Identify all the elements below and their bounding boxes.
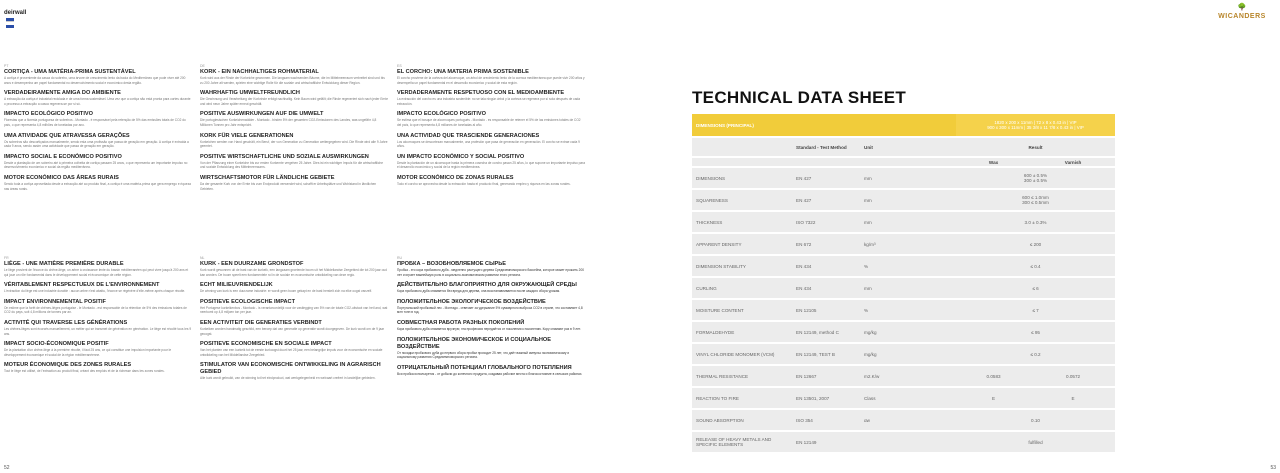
result-line: 600 ± 0.5% <box>1023 173 1048 178</box>
section-heading: ПОЛОЖИТЕЛЬНОЕ ЭКОНОМИЧЕСКОЕ И СОЦИАЛЬНОЕ ВОЗДЕЙСТВИЕ <box>397 336 551 350</box>
section-heading: ДЕЙСТВИТЕЛЬНО БЛАГОПРИЯТНО ДЛЯ ОКРУЖАЮЩЕЙ СРЕДЫ <box>397 282 577 289</box>
section-heading: IMPACT SOCIO-ÉCONOMIQUE POSITIF <box>4 341 109 348</box>
property-cell: REACTION TO FIRE <box>692 388 792 408</box>
section-paragraph: Se estima que el bosque de alcornoques portugués - Montado - es responsable de retener el 5% de las emisiones totales de CO2 del país, lo que representa 4,8 millones de toneladas al año. <box>397 118 581 127</box>
section-paragraph: Los alcornoques se descortezan manualmente, una profesión que pasa de generación en generación. El corcho se extrae cada 9 años. <box>397 139 580 149</box>
result-value-cell <box>956 278 1115 298</box>
table-row <box>692 168 1115 188</box>
section-paragraph: Florestas que a floresta portuguesa de sobreiros - Montado - é responsável pela retenção de 5% das emissões totais de CO2 do país, o que representa 4,8 milhões de toneladas por ano. <box>4 118 186 127</box>
section-heading: KURK - EEN DUURZAME GRONDSTOF <box>200 261 304 267</box>
table-header-columns <box>692 138 1115 156</box>
standard-cell: EN 427 <box>792 190 860 210</box>
section-heading: IMPACT ENVIRONNEMENTAL POSITIF <box>4 298 106 305</box>
spacer-cell <box>928 278 956 298</box>
section-paragraph: Португальский пробковый лес - Монтадо - отвечает за удержание 5% суммарного выброса CO2 в стране, что составляет 4,8 млн тонн в год. <box>397 305 583 315</box>
property-cell: SQUARENESS <box>692 190 792 210</box>
language-code: RU <box>397 256 403 260</box>
col-unit: Unit <box>860 138 928 156</box>
section-paragraph: Todo el corcho se aprovecha desde la extracción hasta el producto final, generando empleo y riqueza en las zonas rurales. <box>397 181 571 186</box>
technical-data-table <box>692 112 1115 454</box>
col-varnish: Varnish <box>1031 158 1115 166</box>
language-code: PT <box>4 64 9 68</box>
table-row <box>692 234 1115 254</box>
section-heading: UNA ACTIVIDAD QUE TRASCIENDE GENERACIONES <box>397 132 540 139</box>
section-paragraph: Os sobreiros são descortiçados manualmente, sendo esta uma profissão que passa de geração em geração. A cortiça é extraída a cada 9 anos, sendo assim uma actividade que passa de geração em geração. <box>4 139 189 149</box>
section-heading: VERDADERAMENTE RESPETUOSO CON EL MEDIOAMBIENTE <box>397 90 565 97</box>
standard-cell: ISO 7322 <box>792 212 860 232</box>
section-heading: STIMULATOR VAN ECONOMISCHE ONTWIKKELING IN AGRARISCH GEBIED <box>200 362 381 376</box>
table-row <box>692 300 1115 320</box>
unit-cell: % <box>860 300 928 320</box>
section-paragraph: Von der Pflanzung einer Korkeiche bis zur ersten Korkernte vergehen 25 Jahre. Dies ist ein wichtiger Impuls für die wirtschaftliche und soziale Entwicklung des Mittelmeerraums. <box>200 160 384 170</box>
section-paragraph: Les chênes-lièges sont écorcés manuellement, un métier qui se transmet de génération en génération. Le liège est récolté tous les 9 ans. <box>4 326 192 336</box>
result-value-cell <box>956 190 1115 210</box>
section-paragraph: On estime que la forêt de chênes-lièges portugaise - le Montado - est responsable de la rétention de 5% des émissions totales de CO2 du pays, soit 4,8 millions de tonnes par an. <box>4 305 187 315</box>
table-row <box>692 322 1115 342</box>
result-line: ≤ 6 <box>1032 285 1039 291</box>
section-paragraph: Desde a plantação de um sobreiro até à primeira colheita de cortiça passam 25 anos, o que representa um importante impulso no desenvolvimento económico e social da região mediterrânea. <box>4 160 188 170</box>
wax-value-cell: 0.0583 <box>956 366 1031 386</box>
property-cell: DIMENSIONS <box>692 168 792 188</box>
unit-cell: mg/kg <box>860 322 928 342</box>
section-paragraph: Korkeichen werden von Hand geschält, ein Beruf, der von Generation zu Generation weitergegeben wird. Die Rinde wird alle 9 Jahre geerntet. <box>200 139 388 149</box>
section-heading: ОТРИЦАТЕЛЬНЫЙ ПОТЕНЦИАЛ ГЛОБАЛЬНОГО ПОТЕПЛЕНИЯ <box>397 364 572 371</box>
brand-logo-left: deirwall <box>4 10 27 16</box>
text-column-ru <box>397 256 585 381</box>
unit-cell: αw <box>860 410 928 430</box>
page-number-right: 53 <box>1270 465 1276 471</box>
section-heading: WAHRHAFTIG UMWELTFREUNDLICH <box>200 90 300 97</box>
section-heading: UN IMPACTO ECONÓMICO Y SOCIAL POSITIVO <box>397 153 525 160</box>
unit-cell: mg/kg <box>860 344 928 364</box>
result-line: ≤ 95 <box>1031 329 1040 335</box>
section-paragraph: Da der gesamte Kork von der Ernte bis zum Endprodukt verwendet wird, schafft er Arbeitsplätze und Wohlstand in ländlichen Gebieten. <box>200 181 377 191</box>
property-cell: VINYL CHLORIDE MONOMER (VCM) <box>692 344 792 364</box>
section-paragraph: Sendo toda a cortiça aproveitada desde a extracção até ao produto final, a cortiça é uma matéria-prima que gera emprego e riqueza nas áreas rurais. <box>4 181 191 191</box>
unit-cell: Class <box>860 388 928 408</box>
result-value-cell <box>956 410 1115 430</box>
section-heading: POSITIEVE ECONOMISCHE EN SOCIALE IMPACT <box>200 341 332 348</box>
language-code: DE <box>200 64 205 68</box>
unit-cell: % <box>860 256 928 276</box>
standard-cell: EN 12149 <box>792 432 860 452</box>
section-heading: LIÈGE - UNE MATIÈRE PREMIÈRE DURABLE <box>4 261 124 267</box>
page-title: TECHNICAL DATA SHEET <box>692 88 907 107</box>
section-paragraph: Desde la plantación de un alcornoque hasta la primera cosecha de corcho pasan 25 años, lo que supone un importante impulso para el desarrollo económico y social de la región mediterránea. <box>397 160 586 170</box>
section-heading: VÉRITABLEMENT RESPECTUEUX DE L'ENVIRONNEMENT <box>4 282 160 289</box>
unit-cell: m2.K/w <box>860 366 928 386</box>
section-paragraph: Kurkeiken worden handmatig geschild, een beroep dat van generatie op generatie wordt doorgegeven. De kurk wordt om de 9 jaar geoogst. <box>200 326 385 336</box>
section-heading: EEN ACTIVITEIT DIE GENERATIES VERBINDT <box>200 319 322 326</box>
table-row <box>692 190 1115 210</box>
section-heading: ПОЛОЖИТЕЛЬНОЕ ЭКОЛОГИЧЕСКОЕ ВОЗДЕЙСТВИЕ <box>397 298 546 305</box>
spacer-cell <box>928 300 956 320</box>
section-paragraph: El corcho proviene de la corteza del alcornoque, un árbol de crecimiento lento de la cuenca mediterránea que puede vivir 200 años y desempeña un papel fundamental en el desarrollo económico y social de esta región. <box>397 76 585 85</box>
section-paragraph: От посадки пробкового дуба до первого сбора пробки проходит 25 лет, что даёт важный импульс экономическому и социальному развитию Средиземноморского региона. <box>397 350 570 360</box>
result-line: 300 ≤ 0.5mm <box>1022 200 1049 205</box>
table-row <box>692 366 1115 386</box>
section-paragraph: Le liège provient de l'écorce du chêne-liège, un arbre à croissance lente du bassin méditerranéen qui peut vivre jusqu'à 200 ans et qui joue un rôle fondamental dans le développement social et économique de cette région. <box>4 268 189 277</box>
standard-cell: EN 12667 <box>792 366 860 386</box>
result-line: ≤ 0.2 <box>1030 351 1041 357</box>
col-wax: Wax <box>956 158 1031 166</box>
flag-icon <box>6 18 14 27</box>
language-code: FR <box>4 256 9 260</box>
section-paragraph: Кора пробкового дуба снимается без вреда для дерева, она восстанавливается после каждого сбора урожая. <box>397 289 561 294</box>
section-heading: IMPACTO ECOLÓGICO POSITIVO <box>4 111 93 118</box>
section-paragraph: Die Gewinnung und Verarbeitung der Korkrinde erfolgt nachhaltig. Kein Baum wird gefällt; die Rinde regeneriert sich nach jeder Ernte und wird neun Jahre später erneut geschält. <box>200 97 388 106</box>
text-column-de <box>200 64 388 196</box>
spacer-cell <box>928 190 956 210</box>
section-heading: UMA ATIVIDADE QUE ATRAVESSA GERAÇÕES <box>4 132 130 139</box>
text-column-nl <box>200 256 388 386</box>
col-standard: Standard - Test Method <box>792 138 860 156</box>
section-heading: POSITIVE AUSWIRKUNGEN AUF DIE UMWELT <box>200 111 324 118</box>
result-value-cell <box>956 234 1115 254</box>
result-value-cell <box>956 300 1115 320</box>
spacer-cell <box>928 234 956 254</box>
result-value-cell <box>956 344 1115 364</box>
dimensions-header-label: DIMENSIONS (PRINCIPAL) <box>692 114 928 136</box>
property-cell: SOUND ABSORPTION <box>692 410 792 430</box>
section-heading: ACTIVITÉ QUI TRAVERSE LES GÉNÉRATIONS <box>4 319 128 326</box>
page-number-left: 52 <box>4 465 10 471</box>
standard-cell: EN 12149, method C <box>792 322 860 342</box>
section-paragraph: Пробка - это кора пробкового дуба - медленно растущего дерева Средиземноморского бассейна, которое может прожить 200 лет и играет важнейшую роль в социально-экономическом развитии этого региона. <box>397 268 585 277</box>
language-code: NL <box>200 256 205 260</box>
section-heading: POSITIEVE ECOLOGISCHE IMPACT <box>200 298 296 305</box>
section-heading: ECHT MILIEUVRIENDELIJK <box>200 282 273 289</box>
section-heading: POSITIVE WIRTSCHAFTLICHE UND SOZIALE AUSWIRKUNGEN <box>200 153 369 160</box>
section-paragraph: L'extraction du liège est une industrie durable : aucun arbre n'est abattu, l'écorce se régénère d'elle-même après chaque récolte. <box>4 289 186 294</box>
unit-cell <box>860 432 928 452</box>
table-row <box>692 410 1115 430</box>
standard-cell: EN 12149, TEST B <box>792 344 860 364</box>
section-heading: VERDADEIRAMENTE AMIGA DO AMBIENTE <box>4 90 121 97</box>
varnish-value-cell: 0.0572 <box>1031 366 1115 386</box>
property-cell: THICKNESS <box>692 212 792 232</box>
section-heading: WIRTSCHAFTSMOTOR FÜR LÄNDLICHE GEBIETE <box>200 174 335 181</box>
section-heading: ПРОБКА – ВОЗОБНОВЛЯЕМОЕ СЫРЬЕ <box>397 261 507 267</box>
table-row <box>692 432 1115 452</box>
property-cell: RELEASE OF HEAVY METALS AND SPECIFIC ELEMENTS <box>692 432 792 452</box>
result-value-cell <box>956 322 1115 342</box>
section-paragraph: Kork wird aus der Rinde der Korkeiche gewonnen. Die langsam wachsenden Bäume, die im Mittelmeerraum verbreitet sind und bis zu 200 Jahre alt werden, spielen eine wichtige Rolle für die soziale und wirtschaftliche Entwicklung dieser Region. <box>200 76 385 85</box>
standard-cell: EN 434 <box>792 256 860 276</box>
property-cell: MOISTURE CONTENT <box>692 300 792 320</box>
unit-cell: mm <box>860 168 928 188</box>
unit-cell: kg/m³ <box>860 234 928 254</box>
spacer-cell <box>928 366 956 386</box>
standard-cell: EN 427 <box>792 168 860 188</box>
table-header-dimensions <box>692 114 1115 136</box>
table-row <box>692 278 1115 298</box>
spacer-cell <box>928 212 956 232</box>
result-line: 600 ≤ 1.0mm <box>1022 195 1049 200</box>
result-line: ≤ 0.4 <box>1030 263 1041 269</box>
section-paragraph: Tout le liège est utilisé, de l'extraction au produit final, créant des emplois et de la richesse dans les zones rurales. <box>4 369 165 374</box>
property-cell: FORMALDEHYDE <box>692 322 792 342</box>
standard-cell: ISO 354 <box>792 410 860 430</box>
standard-cell: EN 672 <box>792 234 860 254</box>
text-column-fr <box>4 256 192 379</box>
col-result: Result <box>956 138 1115 156</box>
section-paragraph: La extracción del corcho es una industria sostenible: no se tala ningún árbol y la corteza se regenera por sí sola después de cada extracción. <box>397 97 581 106</box>
result-value-cell <box>956 256 1115 276</box>
property-cell: APPARENT DENSITY <box>692 234 792 254</box>
result-line: ≤ 200 <box>1029 241 1042 247</box>
section-paragraph: A cortiça é proveniente da casca do sobreiro, uma árvore de crescimento lento da bacia do Mediterrâneo que pode viver até 200 anos e desempenha um papel fundamental no desenvolvimento social e económico desta região. <box>4 76 186 85</box>
section-heading: MOTEUR ÉCONOMIQUE DES ZONES RURALES <box>4 362 132 369</box>
table-row <box>692 388 1115 408</box>
section-paragraph: De winning van kurk is een duurzame industrie: er wordt geen boom gekapt en de bast herstelt zich na elke oogst vanzelf. <box>200 289 373 294</box>
text-column-pt <box>4 64 192 196</box>
brand-wordmark: WICANDERS <box>1218 13 1266 20</box>
table-row <box>692 212 1115 232</box>
property-cell: CURLING <box>692 278 792 298</box>
section-paragraph: Het Portugese kurkeikenbos - Montado - is verantwoordelijk voor de vastlegging van 5% van de totale CO2-uitstoot van het land, wat neerkomt op 4,8 miljoen ton per jaar. <box>200 305 388 315</box>
dimensions-header-values: 1820 x 200 x 11mm | 72 x 8 x 0.43 in | VIP 900 x 300 x 11mm | 35 3/8 x 11 7/8 x 0.43 in | VIP <box>956 114 1115 136</box>
section-paragraph: Alle kurk wordt gebruikt, van de winning tot het eindproduct, wat werkgelegenheid en welvaart creëert in landelijke gebieden. <box>200 376 376 381</box>
table-row <box>692 344 1115 364</box>
section-paragraph: Кора пробкового дуба снимается вручную; эта профессия передаётся от поколения к поколению. Кору снимают раз в 9 лет. <box>397 326 581 331</box>
wax-value-cell: E <box>956 388 1031 408</box>
spacer-cell <box>928 432 956 452</box>
section-paragraph: Van het planten van een kurkeik tot de eerste kurkoogst duurt het 25 jaar, een belangrijke impuls voor de economische en sociale ontwikkeling van het Middellandse Zeegebied. <box>200 348 383 357</box>
section-paragraph: Kurk wordt gewonnen uit de bast van de kurkeik, een langzaam groeiende boom uit het Middellandse Zeegebied die tot 200 jaar oud kan worden. De boom speelt een fundamentele rol in de sociale en economische ontwikkeling van deze regio. <box>200 268 387 277</box>
spacer-cell <box>928 410 956 430</box>
section-heading: СОВМЕСТНАЯ РАБОТА РАЗНЫХ ПОКОЛЕНИЙ <box>397 319 525 326</box>
section-heading: KORK FÜR VIELE GENERATIONEN <box>200 132 294 139</box>
standard-cell: EN 434 <box>792 278 860 298</box>
section-heading: IMPACTO ECOLÓGICO POSITIVO <box>397 111 486 118</box>
tree-icon: 🌳 <box>1237 4 1247 11</box>
unit-cell: mm <box>860 278 928 298</box>
section-heading: CORTIÇA - UMA MATÉRIA-PRIMA SUSTENTÁVEL <box>4 69 136 75</box>
standard-cell: EN 13501, 2007 <box>792 388 860 408</box>
section-paragraph: A extracção da cortiça é industrial reciclada e de uma forma sustentável. Uma vez que a cortiça não está pronta para cortes durante o processo a extracção a casca regenera-se por si só. <box>4 97 191 106</box>
spacer-cell <box>928 256 956 276</box>
result-line: 300 ± 0.5% <box>1023 178 1048 183</box>
text-column-es <box>397 64 585 192</box>
spacer-cell <box>928 168 956 188</box>
result-value-cell <box>956 168 1115 188</box>
spacer-cell <box>928 344 956 364</box>
varnish-value-cell: E <box>1031 388 1115 408</box>
section-paragraph: Вся пробка используется - от добычи до конечного продукта, создавая рабочие места и благосостояние в сельских районах. <box>397 371 583 376</box>
spacer-cell <box>928 388 956 408</box>
result-line: fulfilled <box>1028 439 1043 445</box>
section-heading: EL CORCHO: UNA MATERIA PRIMA SOSTENIBLE <box>397 69 529 75</box>
section-heading: IMPACTO SOCIAL E ECONÓMICO POSITIVO <box>4 153 122 160</box>
section-heading: KORK - EIN NACHHALTIGES ROHMATERIAL <box>200 69 319 75</box>
section-heading: MOTOR ECONÓMICO DAS ÁREAS RURAIS <box>4 174 119 181</box>
section-paragraph: De la plantation d'un chêne-liège à la première récolte, il faut 25 ans, ce qui constitue une impulsion importante pour le développement économique et social de la région méditerranéenne. <box>4 348 172 357</box>
spacer-cell <box>928 322 956 342</box>
result-line: 3.0 ± 0.3% <box>1024 219 1047 225</box>
table-header-finish <box>692 158 1115 166</box>
brand-logo-right <box>1212 4 1272 22</box>
unit-cell: mm <box>860 190 928 210</box>
property-cell: THERMAL RESISTANCE <box>692 366 792 386</box>
result-line: 0.10 <box>1031 417 1040 423</box>
result-value-cell <box>956 432 1115 452</box>
standard-cell: EN 12105 <box>792 300 860 320</box>
section-paragraph: Die portugiesischen Korkeichenwälder - Montado - binden 5% der gesamten CO2-Emissionen des Landes, was ungefähr 4,8 Millionen Tonnen pro Jahr entspricht. <box>200 118 377 127</box>
section-heading: MOTOR ECONÓMICO DE ZONAS RURALES <box>397 174 514 181</box>
result-value-cell <box>956 212 1115 232</box>
unit-cell: mm <box>860 212 928 232</box>
language-code: ES <box>397 64 402 68</box>
result-line: ≤ 7 <box>1032 307 1039 313</box>
property-cell: DIMENSION STABILITY <box>692 256 792 276</box>
table-row <box>692 256 1115 276</box>
